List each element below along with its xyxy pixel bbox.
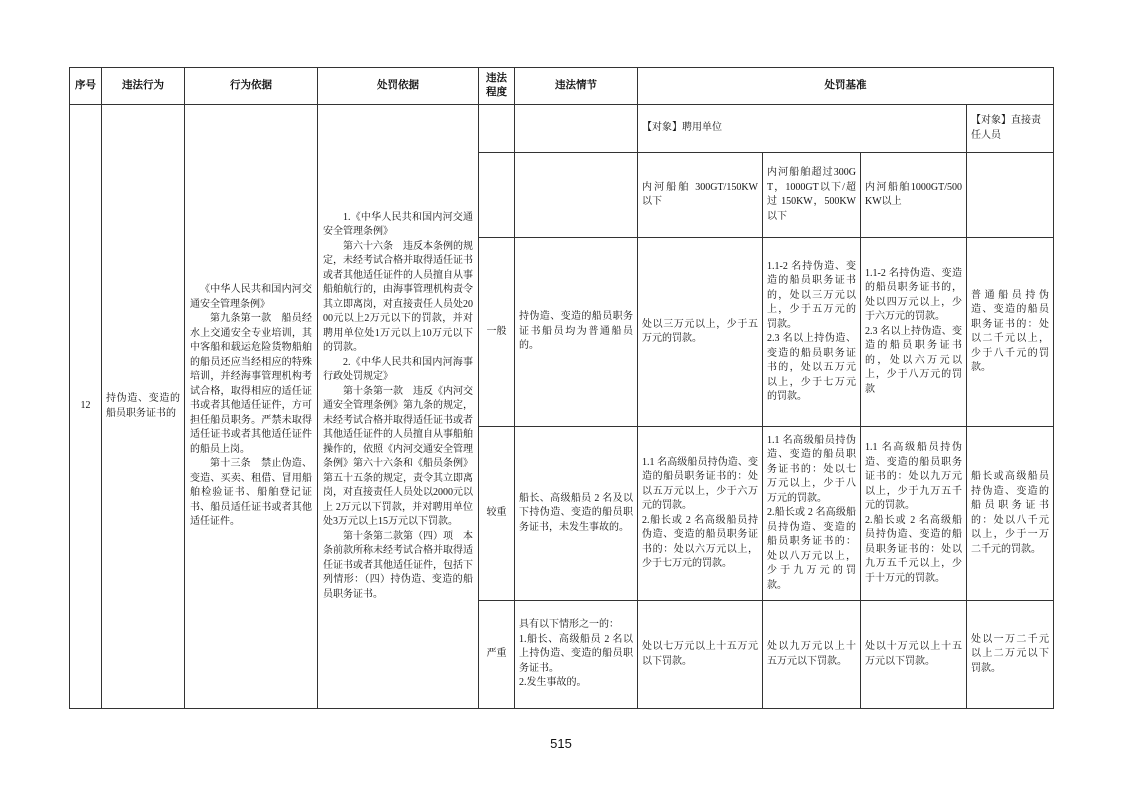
- penalty-text: 处以十万元以上十五万元以下罚款。: [865, 641, 962, 667]
- penalty-text: 2.船长或 2 名高级船员持伪造、变造的船员职务证书的：处以六万元以上，少于七万元的罚款。: [642, 514, 758, 569]
- penalty-cell-large: [861, 427, 967, 601]
- behavior-basis-article-9: 第九条第一款 船员经水上交通安全专业培训，其中客船和载运危险货物船舶的船员还应当经相应的特殊培训，并经海事管理机构考试合格，取得相应的适任证书或者其他适任证件，方可担任船员职务。严禁未取得适任证书或者其他适任证件的船员上岗。: [190, 313, 312, 455]
- circumstance-text: 持伪造、变造的船员职务证书船员均为普通船员的。: [519, 311, 633, 352]
- penalty-basis-article-10-2: 第十条第二款第（四）项 本条前款所称未经考试合格并取得适任证书或者其他适任证件，包括下列情形：（四）持伪造、变造的船员职务证书。: [323, 530, 473, 600]
- penalty-basis-article-10-1: 第十条第一款 违反《内河交通安全管理条例》第九条的规定，未经考试合格并取得适任证书或者其他适任证件的人员擅自从事船舶操作的，依照《内河交通安全管理条例》第六十六条和《船员条例》第五十五条的规定，责令其立即离岗，对直接责任人员处以2000元以上 2万元以下罚款，并对聘用单位处3万元以上15万元以下罚款。: [323, 385, 473, 528]
- degree-label: 严重: [479, 601, 515, 709]
- header-degree-line2: 程度: [486, 87, 507, 98]
- penalty-text: 处以九万元以上十五万元以下罚款。: [767, 641, 856, 667]
- behavior-basis-article-13: 第十三条 禁止伪造、变造、买卖、租借、冒用船舶检验证书、船舶登记证书、船员适任证书或者其他适任证件。: [190, 458, 312, 528]
- circumstance-blank-cell: [515, 153, 638, 238]
- penalty-basis-article-66: 第六十六条 违反本条例的规定，未经考试合格并取得适任证书或者其他适任证件的人员擅自从事船舶航行的，由海事管理机构责令其立即离岗，对直接责任人员处2000元以上2万元以下的罚款，并对聘用单位处1万元以上10万元以下的罚款。: [323, 240, 473, 354]
- circumstance-text: 船长、高级船员 2 名及以下持伪造、变造的船员职务证书，未发生事故的。: [519, 492, 633, 533]
- vessel-class-small: 内河船舶 300GT/150KW 以下: [638, 153, 763, 238]
- target-responsible: 【对象】直接责任人员: [967, 105, 1054, 153]
- penalty-cell-small: [638, 601, 763, 709]
- penalty-text: 1.1 名高级船员持伪造、变造的船员职务证书的：处以七万元以上，少于八万元的罚款。: [767, 434, 856, 504]
- circumstance-text: 具有以下情形之一的：: [519, 619, 619, 631]
- penalty-basis-regulation-1: 1.《中华人民共和国内河交通安全管理条例》: [323, 211, 473, 238]
- penalty-cell-responsible: [967, 238, 1054, 427]
- header-behavior-basis: 行为依据: [185, 68, 318, 105]
- responsible-blank-cell: [967, 153, 1054, 238]
- header-degree-line1: 违法: [486, 73, 507, 84]
- penalty-cell-medium: [763, 238, 861, 427]
- penalty-text: 处以一万二千元以上二万元以下罚款。: [971, 633, 1049, 674]
- entry-number: 12: [70, 105, 102, 709]
- penalty-text: 1.1 名高级船员持伪造、变造的船员职务证书的：处以九万元以上，少于九万五千元的罚款。: [865, 442, 962, 511]
- penalty-text: 处以七万元以上十五万元以下罚款。: [642, 641, 758, 667]
- header-degree: [479, 68, 515, 105]
- circumstance-cell: [515, 427, 638, 601]
- penalty-text: 2.船长或 2 名高级船员持伪造、变造的船员职务证书的：处以八万元以上，少于九万元的罚款。: [767, 507, 856, 591]
- degree-blank-cell: [479, 153, 515, 238]
- penalty-cell-large: [861, 238, 967, 427]
- penalty-text: 处以三万元以上，少于五万元的罚款。: [642, 318, 758, 344]
- penalty-text: 普通船员持伪造、变造的船员职务证书的：处以二千元以上，少于八千元的罚款。: [971, 289, 1049, 373]
- degree-label: 一般: [479, 238, 515, 427]
- target-employer: 【对象】聘用单位: [638, 105, 967, 153]
- header-standard: 处罚基准: [638, 68, 1054, 105]
- page-number: 515: [550, 736, 572, 751]
- penalty-cell-responsible: [967, 427, 1054, 601]
- header-violation: 违法行为: [102, 68, 185, 105]
- header-circumstance: 违法情节: [515, 68, 638, 105]
- penalty-text: 船长或高级船员持伪造、变造的船员职务证书的：处以八千元以上，少于一万二千元的罚款。: [971, 471, 1049, 555]
- degree-blank-cell: [479, 105, 515, 153]
- penalty-cell-medium: [763, 427, 861, 601]
- penalty-text: 2.3 名以上持伪造、变造的船员职务证书的，处以五万元以上，少于七万元的罚款。: [767, 333, 856, 402]
- penalty-text: 2.3 名以上持伪造、变造的船员职务证书的，处以六万元以上，少于八万元的罚款: [865, 325, 962, 395]
- penalty-cell-small: [638, 238, 763, 427]
- penalty-cell-responsible: [967, 601, 1054, 709]
- penalty-text: 1.1-2 名持伪造、变造的船员职务证书的，处以四万元以上，少于六万元的罚款。: [865, 267, 962, 323]
- header-penalty-basis: 处罚依据: [318, 68, 479, 105]
- penalty-cell-large: [861, 601, 967, 709]
- circumstance-cell: [515, 238, 638, 427]
- penalty-basis-cell: [318, 105, 479, 709]
- penalty-text: 1.1-2 名持伪造、变造的船员职务证书的，处以三万元以上，少于五万元的罚款。: [767, 260, 856, 330]
- target-row: [70, 105, 1054, 153]
- penalty-text: 2.船长或 2 名高级船员持伪造、变造的船员职务证书的：处以九万五千元以上，少于十万元的罚款。: [865, 514, 962, 584]
- behavior-basis-cell: [185, 105, 318, 709]
- entry-violation: 持伪造、变造的船员职务证书的: [102, 105, 185, 709]
- penalty-text: 1.1 名高级船员持伪造、变造的船员职务证书的：处以五万元以上，少于六万元的罚款。: [642, 456, 758, 511]
- penalty-cell-medium: [763, 601, 861, 709]
- penalty-cell-small: [638, 427, 763, 601]
- circumstance-blank-cell: [515, 105, 638, 153]
- circumstance-text: 2.发生事故的。: [519, 677, 587, 689]
- vessel-class-large: 内河船舶1000GT/500KW以上: [861, 153, 967, 238]
- header-no: 序号: [70, 68, 102, 105]
- circumstance-text: 1.船长、高级船员 2 名以上持伪造、变造的船员职务证书。: [519, 633, 633, 674]
- vessel-class-medium: 内河船舶超过300GT，1000GT以下/超过 150KW，500KW以下: [763, 153, 861, 238]
- behavior-basis-title: 《中华人民共和国内河交通安全管理条例》: [190, 284, 312, 310]
- penalty-basis-regulation-2: 2.《中华人民共和国内河海事行政处罚规定》: [323, 356, 473, 383]
- circumstance-cell: [515, 601, 638, 709]
- penalty-standard-table: [69, 67, 1054, 709]
- degree-label: 较重: [479, 427, 515, 601]
- table-header-row: [70, 68, 1054, 105]
